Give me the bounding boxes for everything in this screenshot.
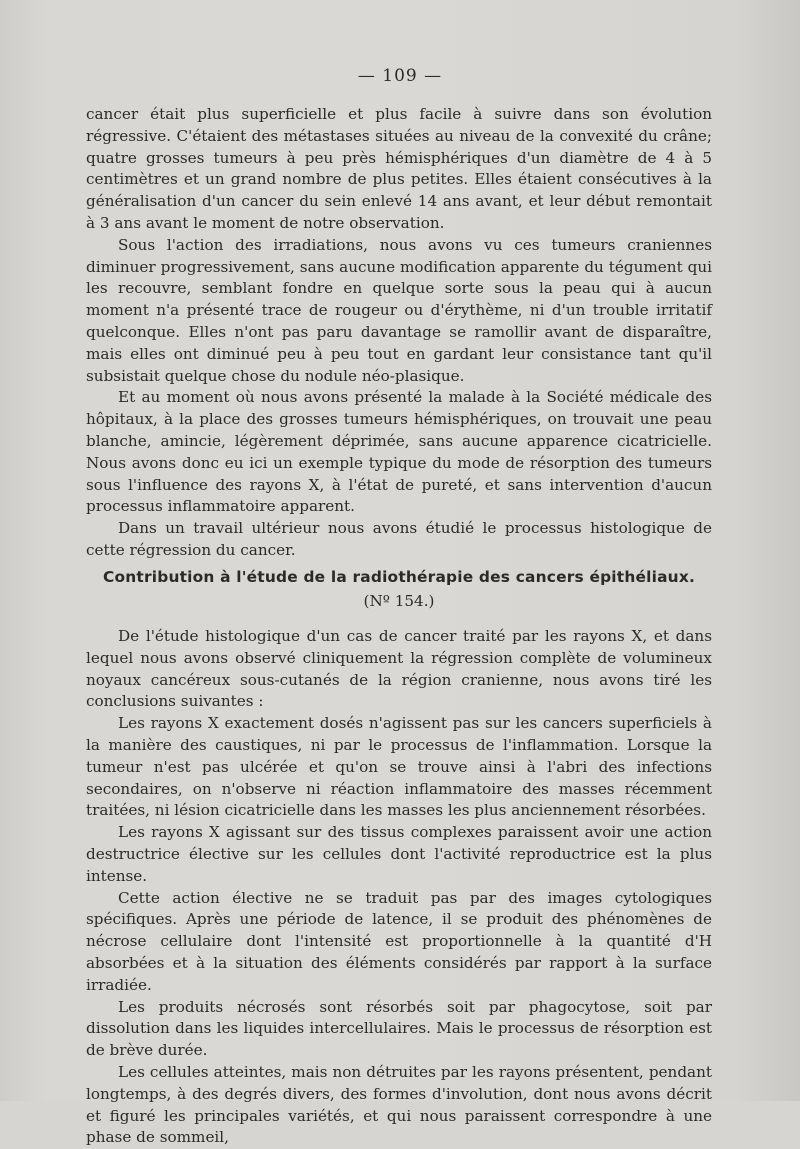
paragraph: Sous l'action des irradiations, nous avons vu ces tumeurs craniennes diminuer progressivement, sans aucune modification apparente du tégument qui les recouvre, semblant fondre en quelque sorte sous la peau qui à aucun moment n'a présenté trace de rougeur ou d'érythème, ni d'un trouble irritatif quelconque. Elles n'ont pas paru davantage se ramollir avant de disparaître, mais elles ont diminué peu à peu tout en gardant leur consistance tant qu'il subsistait quelque chose du nodule néo-plasique. <box>86 235 712 385</box>
section-number: (Nº 154.) <box>363 592 435 610</box>
section-heading: Contribution à l'étude de la radiothérapie des cancers épithéliaux. <box>103 568 695 586</box>
paragraph: De l'étude histologique d'un cas de cancer traité par les rayons X, et dans lequel nous avons observé cliniquement la régression complète de volumineux noyaux cancéreux sous-cutanés de la région cranienne, nous avons tiré les conclusions suivantes : <box>86 627 712 711</box>
paragraph: Les produits nécrosés sont résorbés soit par phagocytose, soit par dissolution dans les liquides intercellulaires. Mais le processus de résorption est de brève durée. <box>86 997 712 1060</box>
text-block-2 <box>86 626 712 1149</box>
paragraph: Les rayons X agissant sur des tissus complexes paraissent avoir une action destructrice élective sur les cellules dont l'activité reproductrice est la plus intense. <box>86 823 712 885</box>
paragraph: cancer était plus superficielle et plus facile à suivre dans son évolution régressive. C'étaient des métastases situées au niveau de la convexité du crâne; quatre grosses tumeurs à peu près hémisphériques d'un diamètre de 4 à 5 centimètres et un grand nombre de plus petites. Elles étaient consécutives à la généralisation d'un cancer du sein enlevé 14 ans avant, et leur début remontait à 3 ans avant le moment de notre observation. <box>86 105 712 232</box>
paragraph: Cette action élective ne se traduit pas par des images cytologiques spécifiques. Après une période de latence, il se produit des phénomènes de nécrose cellulaire dont l'intensité est proportionnelle à la quantité d'H absorbées et à la situation des éléments considérés par rapport à la surface irradiée. <box>86 888 712 994</box>
paragraph: Dans un travail ultérieur nous avons étudié le processus histologique de cette régression du cancer. <box>86 519 712 559</box>
paragraph: Et au moment où nous avons présenté la malade à la Société médicale des hôpitaux, à la place des grosses tumeurs hémisphériques, on trouvait une peau blanche, amincie, légèrement déprimée, sans aucune apparence cicatricielle. Nous avons donc eu ici un exemple typique du mode de résorption des tumeurs sous l'influence des rayons X, à l'état de pureté, et sans intervention d'aucun processus inflammatoire apparent. <box>86 388 712 516</box>
paragraph: Les rayons X exactement dosés n'agissent pas sur les cancers superficiels à la manière des caustiques, ni par le processus de l'inflammation. Lorsque la tumeur n'est pas ulcérée et qu'on se trouve ainsi à l'abri des infections secondaires, on n'observe ni réaction inflammatoire des masses récemment traitées, ni lésion cicatricielle dans les masses les plus anciennement résorbées. <box>86 714 712 820</box>
page-number: — 109 — <box>357 66 443 86</box>
paragraph: Les cellules atteintes, mais non détruites par les rayons présentent, pendant longtemps, à des degrés divers, des formes d'involution, dont nous avons décrit et figuré les principales variétés, et qui nous paraissent correspondre à une phase de sommeil, <box>86 1062 712 1147</box>
text-block-1 <box>86 104 712 562</box>
